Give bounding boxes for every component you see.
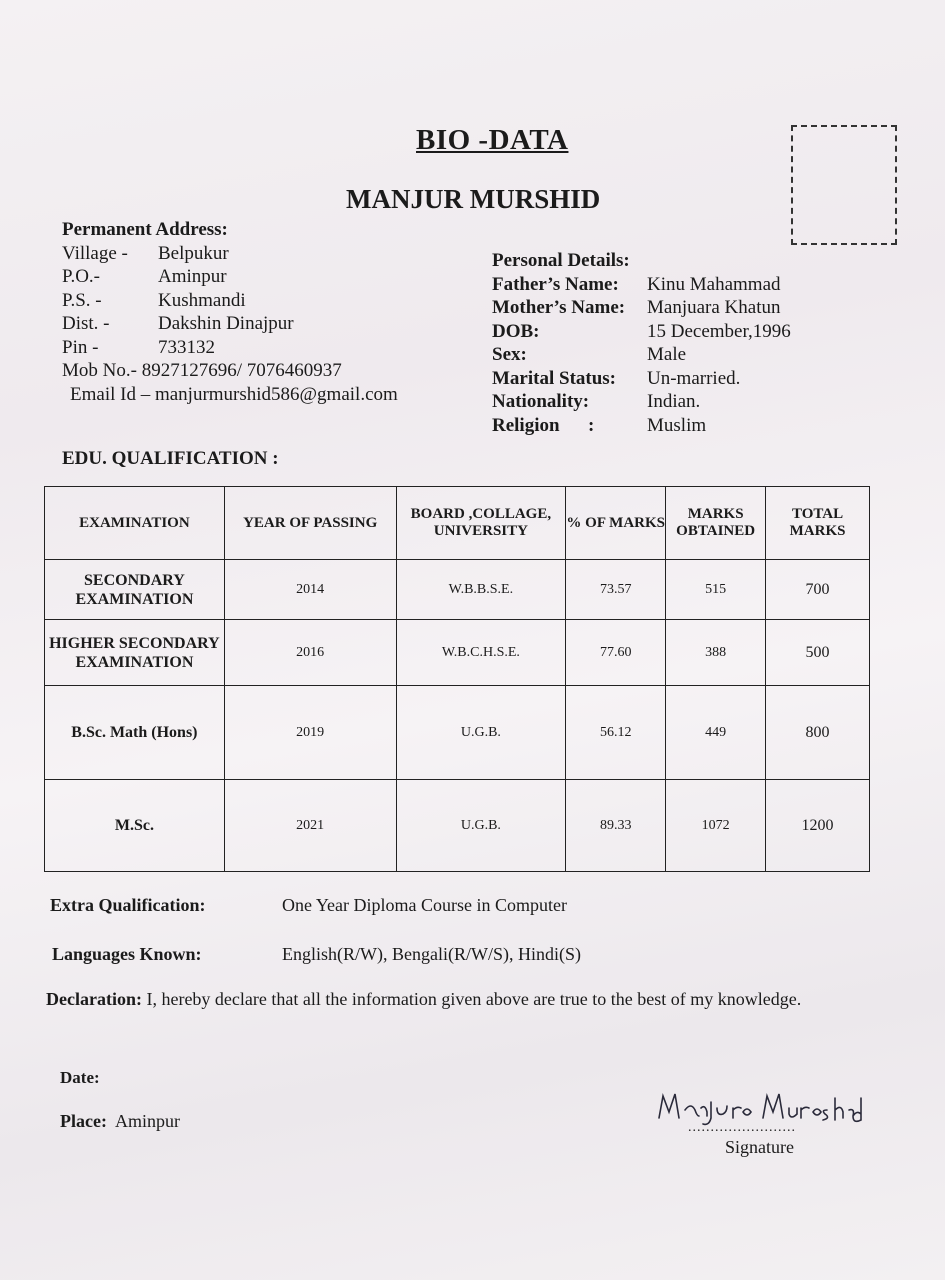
personal-heading: Personal Details: — [492, 250, 630, 271]
field-label: P.O.- — [62, 266, 101, 287]
email-id: Email Id – manjurmurshid586@gmail.com — [70, 383, 398, 405]
field-label: Mother’s Name: — [492, 297, 626, 318]
field-label: Marital Status: — [492, 367, 617, 389]
exam-cell: HIGHER SECONDARY EXAMINATION — [45, 620, 225, 686]
field-label: DOB: — [492, 320, 540, 342]
extra-qualification-value: One Year Diploma Course in Computer — [282, 895, 567, 915]
table-row — [45, 620, 870, 686]
personal-row-sex — [492, 343, 791, 367]
percent-cell: 73.57 — [566, 560, 666, 620]
candidate-name: MANJUR MURSHID — [346, 184, 601, 214]
field-label: Father’s Name: — [492, 273, 619, 295]
document-title: BIO -DATA — [416, 124, 569, 156]
field-label: Sex: — [492, 344, 527, 365]
address-heading: Permanent Address: — [62, 219, 228, 240]
obtained-cell: 515 — [666, 560, 766, 620]
field-label: Village - — [62, 242, 128, 264]
column-header: EXAMINATION — [45, 487, 225, 560]
column-header: TOTAL MARKS — [766, 487, 870, 560]
table-row — [45, 560, 870, 620]
obtained-cell: 388 — [666, 620, 766, 686]
field-value: Belpukur — [158, 242, 229, 264]
personal-row-father — [492, 273, 791, 297]
year-cell: 2019 — [224, 686, 396, 780]
percent-cell: 89.33 — [566, 780, 666, 872]
extra-qualification-label: Extra Qualification: — [50, 895, 206, 915]
exam-cell: B.Sc. Math (Hons) — [45, 686, 225, 780]
field-value: Dakshin Dinajpur — [158, 313, 294, 334]
mobile-number: Mob No.- 8927127696/ 7076460937 — [62, 360, 342, 381]
declaration — [46, 987, 886, 1011]
column-header: BOARD ,COLLAGE, UNIVERSITY — [396, 487, 566, 560]
field-label: P.S. - — [62, 289, 102, 311]
personal-row-mother — [492, 296, 791, 320]
field-label: Dist. - — [62, 313, 110, 334]
field-value: 15 December,1996 — [647, 320, 791, 342]
field-value: Kushmandi — [158, 289, 246, 311]
address-row-village — [62, 242, 398, 266]
field-label: Nationality: — [492, 391, 590, 412]
field-value: Un-married. — [647, 367, 741, 389]
total-cell: 700 — [766, 560, 870, 620]
field-value: Kinu Mahammad — [647, 273, 781, 295]
declaration-text: I, hereby declare that all the information given above are true to the best of my knowledge. — [146, 989, 802, 1009]
personal-row-nationality — [492, 390, 791, 414]
year-cell: 2014 — [224, 560, 396, 620]
obtained-cell: 449 — [666, 686, 766, 780]
year-cell: 2021 — [224, 780, 396, 872]
declaration-label: Declaration: — [46, 989, 142, 1009]
total-cell: 800 — [766, 686, 870, 780]
percent-cell: 56.12 — [566, 686, 666, 780]
personal-row-marital — [492, 367, 791, 391]
column-header: MARKS OBTAINED — [666, 487, 766, 560]
photo-placeholder — [791, 125, 897, 245]
column-header: % OF MARKS — [566, 487, 666, 560]
obtained-cell: 1072 — [666, 780, 766, 872]
personal-row-dob — [492, 320, 791, 344]
extra-qualification — [50, 895, 567, 916]
field-label: Pin - — [62, 336, 99, 358]
place-value: Aminpur — [114, 1111, 180, 1131]
exam-cell: SECONDARY EXAMINATION — [45, 560, 225, 620]
personal-row-religion — [492, 414, 791, 438]
board-cell: U.G.B. — [396, 686, 566, 780]
education-heading: EDU. QUALIFICATION : — [62, 448, 279, 469]
exam-cell: M.Sc. — [45, 780, 225, 872]
total-cell: 500 — [766, 620, 870, 686]
table-row — [45, 686, 870, 780]
field-value: Aminpur — [158, 266, 227, 287]
field-value: Indian. — [647, 391, 701, 412]
table-header-row — [45, 487, 870, 560]
board-cell: W.B.B.S.E. — [396, 560, 566, 620]
board-cell: W.B.C.H.S.E. — [396, 620, 566, 686]
date-label: Date: — [60, 1068, 100, 1087]
field-value: 733132 — [158, 336, 215, 358]
field-label: Religion : — [492, 414, 595, 436]
place — [60, 1111, 180, 1132]
column-header: YEAR OF PASSING — [224, 487, 396, 560]
address-row-po — [62, 265, 398, 289]
field-value: Male — [647, 344, 687, 365]
languages-known — [52, 944, 581, 965]
year-cell: 2016 — [224, 620, 396, 686]
address-row-pin — [62, 336, 398, 360]
personal-details-section — [492, 249, 791, 437]
languages-value: English(R/W), Bengali(R/W/S), Hindi(S) — [282, 944, 581, 964]
field-value: Manjuara Khatun — [647, 297, 781, 318]
total-cell: 1200 — [766, 780, 870, 872]
signature-line: ........................ — [688, 1120, 796, 1135]
field-value: Muslim — [647, 414, 707, 436]
permanent-address-section — [62, 218, 398, 406]
address-row-dist — [62, 312, 398, 336]
place-label: Place: — [60, 1111, 107, 1131]
education-table — [44, 486, 870, 872]
percent-cell: 77.60 — [566, 620, 666, 686]
board-cell: U.G.B. — [396, 780, 566, 872]
table-row — [45, 780, 870, 872]
address-row-ps — [62, 289, 398, 313]
signature-label: Signature — [725, 1137, 794, 1157]
languages-label: Languages Known: — [52, 944, 202, 964]
